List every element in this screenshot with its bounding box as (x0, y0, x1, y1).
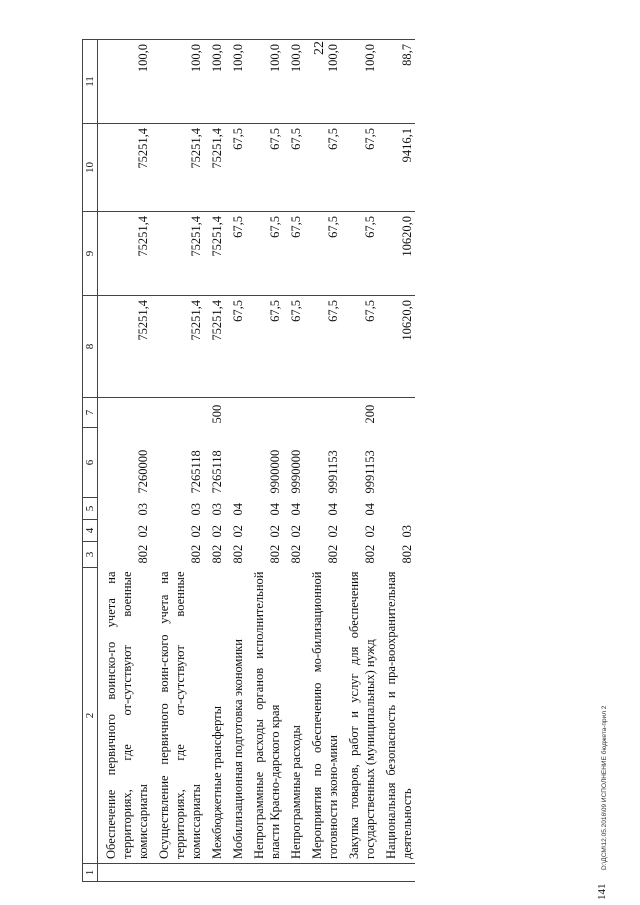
target-article-cell: 7265118 (189, 450, 204, 494)
subsection-code-cell: 04 (268, 503, 283, 516)
expense-type-cell (283, 398, 304, 428)
executed-amount-cell: 67,5 (283, 124, 304, 212)
empty-cell (204, 864, 225, 882)
planned-amount-cell: 75251,4 (204, 296, 225, 398)
executed-amount-cell: 67,5 (341, 124, 378, 212)
planned-amount-cell: 67,5 (341, 296, 378, 398)
executed-amount-cell: 75251,4 (204, 124, 225, 212)
row-name-cell: Межбюджетные трансферты (204, 568, 225, 864)
page-number-text: 22 (312, 41, 327, 55)
header-numbers-row (83, 40, 98, 882)
execution-percent-cell: 100,0 (225, 40, 246, 124)
ved-code-cell: 802 (400, 544, 415, 564)
ved-code-cell: 802 (326, 544, 341, 564)
executed-amount-cell: 67,5 (304, 124, 341, 212)
sheet-stamp-text: 141 (596, 883, 608, 900)
expense-type-cell (246, 398, 283, 428)
approved-amount-cell: 75251,4 (204, 212, 225, 296)
empty-cell (246, 864, 283, 882)
ved-code-cell: 802 (136, 544, 151, 564)
section-code-cell: 02 (231, 525, 246, 538)
header-cell: 4 (83, 520, 98, 542)
empty-cell (378, 864, 415, 882)
planned-amount-cell: 67,5 (225, 296, 246, 398)
section-code-cell: 03 (400, 525, 415, 538)
planned-amount-cell: 10620,0 (378, 296, 415, 398)
row-name-cell: Мероприятия по обеспечению мо-билизационной готовности эконо-мики (304, 568, 341, 864)
header-cell: 10 (83, 124, 98, 212)
section-code-cell: 02 (136, 525, 151, 538)
expense-type-cell (98, 398, 152, 428)
row-name-cell: Непрограммные расходы (283, 568, 304, 864)
ved-code-cell: 802 (363, 544, 378, 564)
document-path-text: D:\ДСМ\12.05.2016\09 ИСПОЛНЕНИЕ бюджета-прил 2 (601, 705, 608, 870)
empty-cell (98, 864, 152, 882)
subsection-code-cell (378, 498, 415, 520)
section-code-cell: 02 (363, 525, 378, 538)
table-row (283, 40, 304, 882)
empty-cell (341, 864, 378, 882)
target-article-cell: 9900000 (268, 449, 283, 494)
table-row (204, 40, 225, 882)
table-row (98, 40, 152, 882)
approved-amount-cell: 67,5 (246, 212, 283, 296)
sheet-stamp (596, 872, 616, 902)
table-row (378, 40, 415, 882)
header-cell: 6 (83, 428, 98, 498)
execution-percent-cell: 100,0 (204, 40, 225, 124)
header-cell: 1 (83, 864, 98, 882)
target-article-cell: 7260000 (136, 449, 151, 494)
table-row (151, 40, 204, 882)
target-article-cell (225, 428, 246, 498)
table-row (246, 40, 283, 882)
executed-amount-cell: 67,5 (225, 124, 246, 212)
section-code-cell: 02 (189, 525, 204, 538)
executed-amount-cell: 9416,1 (378, 124, 415, 212)
target-article-cell (378, 428, 415, 498)
header-cell: 2 (83, 568, 98, 864)
row-name-cell: Обеспечение первичного воинско-го учета на территориях, где от-сутствуют военные комиссариаты (98, 568, 152, 864)
header-cell: 8 (83, 296, 98, 398)
execution-percent-cell: 100,0 (283, 40, 304, 124)
table-row (304, 40, 341, 882)
subsection-code-cell: 04 (231, 503, 246, 516)
execution-percent-cell: 100,0 (304, 40, 341, 124)
row-name-cell: Национальная безопасность и пра-воохранительная деятельность (378, 568, 415, 864)
rotated-table-container (82, 40, 614, 882)
approved-amount-cell: 75251,4 (151, 212, 204, 296)
target-article-cell: 9990000 (289, 449, 304, 494)
planned-amount-cell: 75251,4 (98, 296, 152, 398)
subsection-code-cell: 04 (363, 503, 378, 516)
target-article-cell: 7265118 (210, 450, 225, 494)
ved-code-cell: 802 (289, 544, 304, 564)
header-cell: 9 (83, 212, 98, 296)
subsection-code-cell: 03 (210, 503, 225, 516)
expense-type-cell: 500 (210, 404, 225, 424)
header-cell: 5 (83, 498, 98, 520)
document-path-footer (601, 570, 611, 870)
empty-cell (225, 864, 246, 882)
execution-percent-cell: 88,7 (378, 40, 415, 124)
approved-amount-cell: 67,5 (304, 212, 341, 296)
subsection-code-cell: 03 (136, 503, 151, 516)
table-row (225, 40, 246, 882)
empty-cell (283, 864, 304, 882)
budget-execution-table (82, 39, 415, 882)
approved-amount-cell: 75251,4 (98, 212, 152, 296)
row-name-cell: Закупка товаров, работ и услуг для обеспечения государственных (муниципальных) нужд (341, 568, 378, 864)
row-name-cell: Непрограммные расходы органов исполнительной власти Красно-дарского края (246, 568, 283, 864)
expense-type-cell (378, 398, 415, 428)
execution-percent-cell: 100,0 (246, 40, 283, 124)
executed-amount-cell: 67,5 (246, 124, 283, 212)
expense-type-cell: 200 (363, 404, 378, 424)
executed-amount-cell: 75251,4 (151, 124, 204, 212)
expense-type-cell (304, 398, 341, 428)
approved-amount-cell: 67,5 (341, 212, 378, 296)
planned-amount-cell: 75251,4 (151, 296, 204, 398)
section-code-cell: 02 (210, 525, 225, 538)
target-article-cell: 9991153 (363, 450, 378, 494)
execution-percent-cell: 100,0 (98, 40, 152, 124)
row-name-cell: Мобилизационная подготовка экономики (225, 568, 246, 864)
executed-amount-cell: 75251,4 (98, 124, 152, 212)
empty-cell (304, 864, 341, 882)
section-code-cell: 02 (289, 525, 304, 538)
header-cell: 7 (83, 398, 98, 428)
execution-percent-cell: 100,0 (341, 40, 378, 124)
planned-amount-cell: 67,5 (246, 296, 283, 398)
subsection-code-cell: 03 (189, 503, 204, 516)
ved-code-cell: 802 (210, 544, 225, 564)
subsection-code-cell: 04 (326, 503, 341, 516)
empty-cell (151, 864, 204, 882)
expense-type-cell (225, 398, 246, 428)
ved-code-cell: 802 (231, 544, 246, 564)
approved-amount-cell: 10620,0 (378, 212, 415, 296)
execution-percent-cell: 100,0 (151, 40, 204, 124)
section-code-cell: 02 (268, 525, 283, 538)
expense-type-cell (151, 398, 204, 428)
section-code-cell: 02 (326, 525, 341, 538)
planned-amount-cell: 67,5 (304, 296, 341, 398)
ved-code-cell: 802 (189, 544, 204, 564)
target-article-cell: 9991153 (326, 450, 341, 494)
ved-code-cell: 802 (268, 544, 283, 564)
planned-amount-cell: 67,5 (283, 296, 304, 398)
table-row (341, 40, 378, 882)
header-cell: 11 (83, 40, 98, 124)
approved-amount-cell: 67,5 (225, 212, 246, 296)
row-name-cell: Осуществление первичного воин-ского учета на территориях, где от-сутствуют военные комиссариаты (151, 568, 204, 864)
subsection-code-cell: 04 (289, 503, 304, 516)
header-cell: 3 (83, 542, 98, 568)
approved-amount-cell: 67,5 (283, 212, 304, 296)
